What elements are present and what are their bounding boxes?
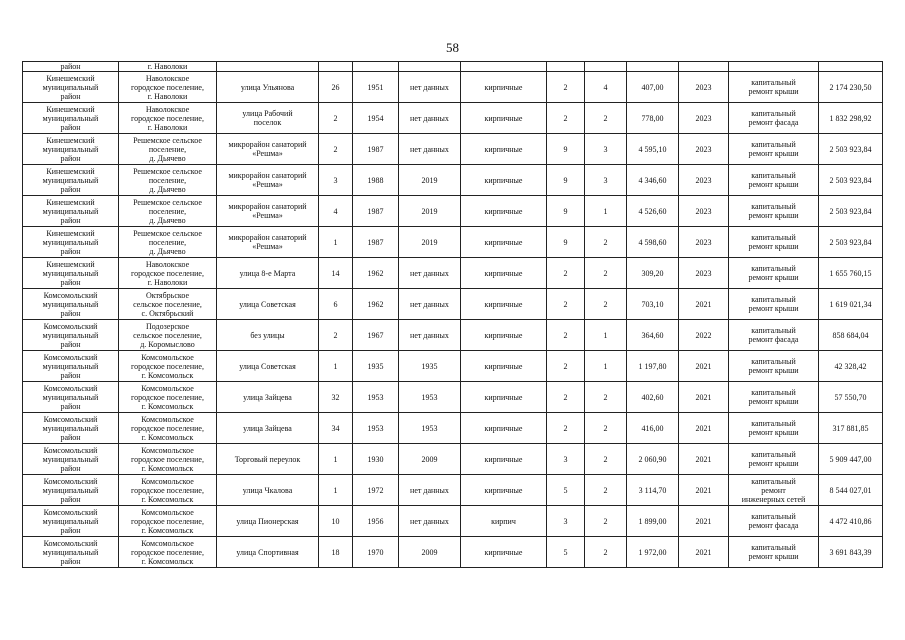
cell-district: Кинешемский муниципальный район (23, 72, 119, 103)
cell-floors: 9 (547, 227, 585, 258)
cell-year: 2023 (679, 134, 729, 165)
cell-built: 1954 (353, 103, 399, 134)
table-row (23, 444, 883, 475)
cell-area: 778,00 (627, 103, 679, 134)
cell-material: кирпичные (461, 165, 547, 196)
cell-work: капитальный ремонт крыши (729, 537, 819, 568)
cell-work: капитальный ремонт фасада (729, 103, 819, 134)
cell-material: кирпичные (461, 227, 547, 258)
table-row (23, 196, 883, 227)
cell-entrances: 3 (585, 134, 627, 165)
page-number: 58 (446, 40, 459, 55)
cell-work: капитальный ремонт крыши (729, 258, 819, 289)
cell-cost: 4 472 410,86 (819, 506, 883, 537)
cell-year: 2021 (679, 444, 729, 475)
cell-work (729, 62, 819, 72)
cell-area: 4 346,60 (627, 165, 679, 196)
cell-renovated: нет данных (399, 289, 461, 320)
cell-district: Комсомольский муниципальный район (23, 413, 119, 444)
cell-work: капитальный ремонт крыши (729, 444, 819, 475)
table-row (23, 289, 883, 320)
cell-area: 309,20 (627, 258, 679, 289)
cell-area: 4 526,60 (627, 196, 679, 227)
cell-material: кирпичные (461, 444, 547, 475)
cell-house: 1 (319, 475, 353, 506)
cell-area: 416,00 (627, 413, 679, 444)
table-row (23, 413, 883, 444)
cell-settlement: Решемское сельское поселение, д. Дьячево (119, 134, 217, 165)
cell-floors: 5 (547, 537, 585, 568)
cell-area: 1 197,80 (627, 351, 679, 382)
table-row (23, 134, 883, 165)
cell-house: 2 (319, 320, 353, 351)
cell-district: Кинешемский муниципальный район (23, 227, 119, 258)
cell-material: кирпичные (461, 72, 547, 103)
cell-built: 1930 (353, 444, 399, 475)
cell-renovated: нет данных (399, 320, 461, 351)
cell-district: Кинешемский муниципальный район (23, 196, 119, 227)
cell-floors: 2 (547, 103, 585, 134)
cell-area: 1 899,00 (627, 506, 679, 537)
cell-entrances: 4 (585, 72, 627, 103)
cell-district: район (23, 62, 119, 72)
cell-cost: 1 832 298,92 (819, 103, 883, 134)
cell-house: 10 (319, 506, 353, 537)
cell-renovated: нет данных (399, 475, 461, 506)
cell-built: 1972 (353, 475, 399, 506)
cell-settlement: Подозерское сельское поселение, д. Коромыслово (119, 320, 217, 351)
table-row (23, 506, 883, 537)
cell-cost: 5 909 447,00 (819, 444, 883, 475)
cell-renovated: нет данных (399, 134, 461, 165)
cell-cost (819, 62, 883, 72)
cell-year: 2021 (679, 382, 729, 413)
cell-material: кирпичные (461, 258, 547, 289)
cell-renovated: 2019 (399, 165, 461, 196)
cell-area: 4 595,10 (627, 134, 679, 165)
cell-built: 1987 (353, 196, 399, 227)
cell-street: улица Чкалова (217, 475, 319, 506)
cell-built: 1935 (353, 351, 399, 382)
cell-settlement: Наволокское городское поселение, г. Наволоки (119, 103, 217, 134)
cell-renovated: 2019 (399, 227, 461, 258)
cell-floors: 5 (547, 475, 585, 506)
cell-settlement: Октябрьское сельское поселение, с. Октябрьский (119, 289, 217, 320)
cell-cost: 2 503 923,84 (819, 134, 883, 165)
cell-street: микрорайон санаторий «Решма» (217, 134, 319, 165)
cell-year: 2021 (679, 413, 729, 444)
cell-street: улица Зайцева (217, 382, 319, 413)
cell-area: 407,00 (627, 72, 679, 103)
cell-district: Комсомольский муниципальный район (23, 506, 119, 537)
cell-renovated: 1953 (399, 382, 461, 413)
cell-work: капитальный ремонт фасада (729, 320, 819, 351)
table-row (23, 351, 883, 382)
cell-work: капитальный ремонт крыши (729, 165, 819, 196)
cell-cost: 8 544 027,01 (819, 475, 883, 506)
table-row (23, 382, 883, 413)
cell-house: 1 (319, 444, 353, 475)
cell-floors: 2 (547, 72, 585, 103)
cell-year: 2021 (679, 351, 729, 382)
cell-entrances: 3 (585, 165, 627, 196)
cell-cost: 1 619 021,34 (819, 289, 883, 320)
cell-material: кирпичные (461, 413, 547, 444)
cell-house: 34 (319, 413, 353, 444)
cell-cost: 317 881,85 (819, 413, 883, 444)
cell-work: капитальный ремонт крыши (729, 351, 819, 382)
cell-year: 2023 (679, 72, 729, 103)
cell-street: без улицы (217, 320, 319, 351)
cell-district: Комсомольский муниципальный район (23, 289, 119, 320)
cell-settlement: Наволокское городское поселение, г. Наволоки (119, 72, 217, 103)
cell-street (217, 62, 319, 72)
cell-work: капитальный ремонт крыши (729, 227, 819, 258)
cell-material: кирпичные (461, 103, 547, 134)
cell-floors: 9 (547, 165, 585, 196)
cell-material: кирпичные (461, 289, 547, 320)
cell-work: капитальный ремонт инженерных сетей (729, 475, 819, 506)
cell-street: улица Советская (217, 289, 319, 320)
cell-built: 1967 (353, 320, 399, 351)
table-row (23, 537, 883, 568)
cell-entrances: 1 (585, 320, 627, 351)
cell-cost: 1 655 760,15 (819, 258, 883, 289)
cell-district: Комсомольский муниципальный район (23, 382, 119, 413)
cell-year: 2023 (679, 227, 729, 258)
table-row (23, 72, 883, 103)
cell-street: микрорайон санаторий «Решма» (217, 165, 319, 196)
cell-work: капитальный ремонт крыши (729, 196, 819, 227)
cell-material: кирпичные (461, 382, 547, 413)
cell-floors: 2 (547, 289, 585, 320)
cell-area: 4 598,60 (627, 227, 679, 258)
cell-settlement: Решемское сельское поселение, д. Дьячево (119, 196, 217, 227)
table-row (23, 165, 883, 196)
cell-entrances: 2 (585, 537, 627, 568)
table-row (23, 320, 883, 351)
cell-street: микрорайон санаторий «Решма» (217, 196, 319, 227)
cell-work: капитальный ремонт крыши (729, 289, 819, 320)
cell-renovated: 2009 (399, 444, 461, 475)
cell-district: Комсомольский муниципальный район (23, 320, 119, 351)
cell-district: Кинешемский муниципальный район (23, 258, 119, 289)
cell-year: 2023 (679, 165, 729, 196)
cell-floors: 3 (547, 444, 585, 475)
cell-work: капитальный ремонт крыши (729, 413, 819, 444)
cell-year: 2021 (679, 537, 729, 568)
cell-house: 3 (319, 165, 353, 196)
cell-settlement: Комсомольское городское поселение, г. Комсомольск (119, 475, 217, 506)
cell-year: 2021 (679, 506, 729, 537)
cell-floors: 2 (547, 382, 585, 413)
cell-area: 2 060,90 (627, 444, 679, 475)
cell-cost: 57 550,70 (819, 382, 883, 413)
cell-district: Кинешемский муниципальный район (23, 134, 119, 165)
cell-house: 1 (319, 227, 353, 258)
cell-house: 18 (319, 537, 353, 568)
cell-built: 1951 (353, 72, 399, 103)
cell-material: кирпичные (461, 351, 547, 382)
cell-district: Комсомольский муниципальный район (23, 475, 119, 506)
cell-entrances: 2 (585, 506, 627, 537)
cell-built: 1962 (353, 258, 399, 289)
cell-year: 2021 (679, 475, 729, 506)
cell-house: 2 (319, 103, 353, 134)
cell-floors: 9 (547, 134, 585, 165)
cell-work: капитальный ремонт крыши (729, 382, 819, 413)
cell-house: 26 (319, 72, 353, 103)
cell-renovated: нет данных (399, 103, 461, 134)
table-row (23, 258, 883, 289)
cell-street: улица 8-е Марта (217, 258, 319, 289)
cell-built: 1970 (353, 537, 399, 568)
cell-material: кирпичные (461, 320, 547, 351)
cell-settlement: Комсомольское городское поселение, г. Комсомольск (119, 413, 217, 444)
cell-renovated: 2019 (399, 196, 461, 227)
cell-street: улица Рабочий поселок (217, 103, 319, 134)
cell-cost: 858 684,04 (819, 320, 883, 351)
housing-repair-table (22, 61, 883, 568)
cell-street: улица Пионерская (217, 506, 319, 537)
cell-street: улица Ульянова (217, 72, 319, 103)
cell-year: 2022 (679, 320, 729, 351)
cell-floors: 2 (547, 258, 585, 289)
cell-year: 2023 (679, 196, 729, 227)
cell-area: 1 972,00 (627, 537, 679, 568)
cell-built: 1987 (353, 227, 399, 258)
cell-street: микрорайон санаторий «Решма» (217, 227, 319, 258)
table-row (23, 227, 883, 258)
cell-renovated: нет данных (399, 258, 461, 289)
cell-house: 1 (319, 351, 353, 382)
cell-settlement: г. Наволоки (119, 62, 217, 72)
cell-settlement: Комсомольское городское поселение, г. Комсомольск (119, 444, 217, 475)
cell-street: Торговый переулок (217, 444, 319, 475)
table-row (23, 103, 883, 134)
cell-cost: 2 503 923,84 (819, 196, 883, 227)
cell-entrances: 1 (585, 351, 627, 382)
cell-entrances: 2 (585, 413, 627, 444)
cell-renovated: 1935 (399, 351, 461, 382)
cell-built: 1956 (353, 506, 399, 537)
cell-house (319, 62, 353, 72)
cell-material: кирпичные (461, 196, 547, 227)
cell-material: кирпичные (461, 537, 547, 568)
cell-cost: 2 174 230,50 (819, 72, 883, 103)
cell-entrances: 2 (585, 382, 627, 413)
cell-floors: 2 (547, 413, 585, 444)
cell-area: 364,60 (627, 320, 679, 351)
cell-cost: 3 691 843,39 (819, 537, 883, 568)
cell-year: 2023 (679, 258, 729, 289)
cell-material: кирпичные (461, 134, 547, 165)
cell-house: 4 (319, 196, 353, 227)
table-row-continuation (23, 62, 883, 72)
cell-street: улица Зайцева (217, 413, 319, 444)
cell-renovated: 1953 (399, 413, 461, 444)
cell-entrances: 1 (585, 196, 627, 227)
cell-entrances: 2 (585, 475, 627, 506)
cell-area: 703,10 (627, 289, 679, 320)
cell-renovated: нет данных (399, 72, 461, 103)
cell-street: улица Спортивная (217, 537, 319, 568)
cell-cost: 2 503 923,84 (819, 165, 883, 196)
cell-renovated (399, 62, 461, 72)
cell-district: Комсомольский муниципальный район (23, 537, 119, 568)
cell-built: 1987 (353, 134, 399, 165)
cell-year (679, 62, 729, 72)
cell-built (353, 62, 399, 72)
cell-floors (547, 62, 585, 72)
cell-settlement: Решемское сельское поселение, д. Дьячево (119, 165, 217, 196)
cell-district: Кинешемский муниципальный район (23, 103, 119, 134)
table-row (23, 475, 883, 506)
cell-renovated: нет данных (399, 506, 461, 537)
cell-settlement: Комсомольское городское поселение, г. Комсомольск (119, 506, 217, 537)
cell-floors: 2 (547, 351, 585, 382)
cell-material: кирпичные (461, 475, 547, 506)
cell-entrances: 2 (585, 227, 627, 258)
cell-floors: 3 (547, 506, 585, 537)
cell-entrances: 2 (585, 258, 627, 289)
cell-house: 14 (319, 258, 353, 289)
cell-settlement: Комсомольское городское поселение, г. Комсомольск (119, 537, 217, 568)
cell-material: кирпич (461, 506, 547, 537)
cell-district: Комсомольский муниципальный район (23, 444, 119, 475)
cell-district: Кинешемский муниципальный район (23, 165, 119, 196)
cell-built: 1953 (353, 413, 399, 444)
cell-material (461, 62, 547, 72)
cell-district: Комсомольский муниципальный район (23, 351, 119, 382)
cell-built: 1953 (353, 382, 399, 413)
cell-area: 3 114,70 (627, 475, 679, 506)
cell-house: 6 (319, 289, 353, 320)
cell-built: 1962 (353, 289, 399, 320)
cell-house: 2 (319, 134, 353, 165)
cell-area (627, 62, 679, 72)
cell-work: капитальный ремонт фасада (729, 506, 819, 537)
cell-work: капитальный ремонт крыши (729, 72, 819, 103)
cell-year: 2023 (679, 103, 729, 134)
cell-entrances: 2 (585, 103, 627, 134)
cell-entrances: 2 (585, 444, 627, 475)
cell-area: 402,60 (627, 382, 679, 413)
cell-cost: 2 503 923,84 (819, 227, 883, 258)
cell-year: 2021 (679, 289, 729, 320)
cell-house: 32 (319, 382, 353, 413)
cell-work: капитальный ремонт крыши (729, 134, 819, 165)
cell-street: улица Советская (217, 351, 319, 382)
cell-built: 1988 (353, 165, 399, 196)
cell-settlement: Комсомольское городское поселение, г. Комсомольск (119, 382, 217, 413)
cell-settlement: Наволокское городское поселение, г. Наволоки (119, 258, 217, 289)
cell-renovated: 2009 (399, 537, 461, 568)
cell-entrances: 2 (585, 289, 627, 320)
cell-floors: 2 (547, 320, 585, 351)
cell-cost: 42 328,42 (819, 351, 883, 382)
cell-settlement: Комсомольское городское поселение, г. Комсомольск (119, 351, 217, 382)
cell-settlement: Решемское сельское поселение, д. Дьячево (119, 227, 217, 258)
cell-floors: 9 (547, 196, 585, 227)
cell-entrances (585, 62, 627, 72)
